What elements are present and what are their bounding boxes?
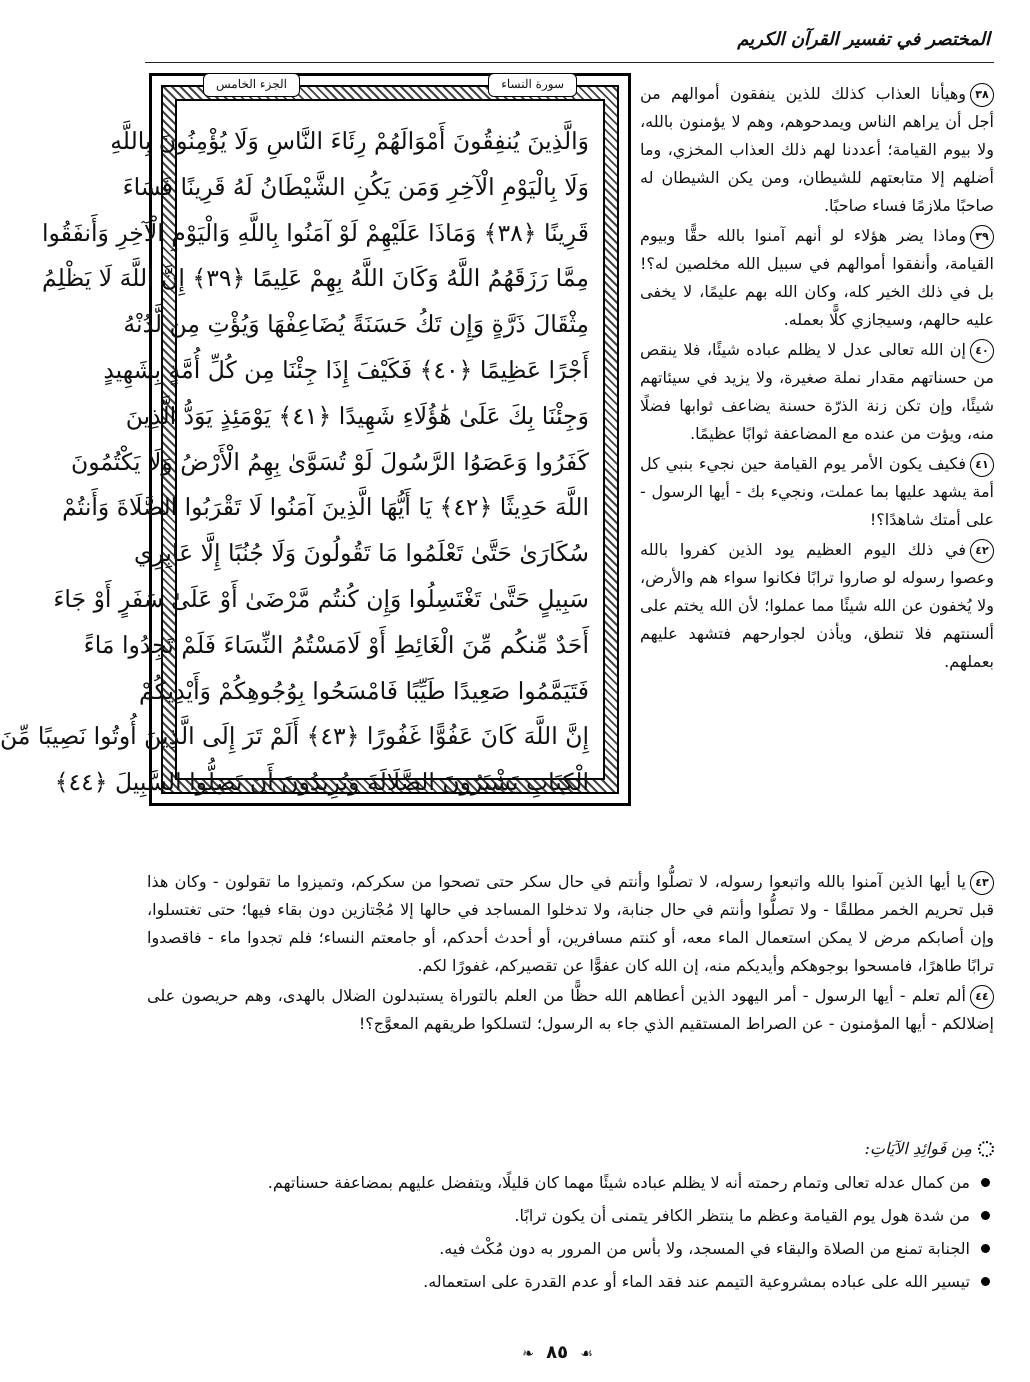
benefit-item: [147, 1235, 994, 1262]
quran-line: سَبِيلٍ حَتَّىٰ تَغْتَسِلُوا وَإِن كُنتُم مَّرْضَىٰ أَوْ عَلَىٰ سَفَرٍ أَوْ جَاءَ: [53, 584, 589, 613]
verse-number-badge: ٤٤: [970, 985, 994, 1009]
benefit-text: من شدة هول يوم القيامة وعظم ما ينتظر الكافر يتمنى أن يكون ترابًا.: [514, 1206, 970, 1225]
quran-line: مِثْقَالَ ذَرَّةٍ وَإِن تَكُ حَسَنَةً يُضَاعِفْهَا وَيُؤْتِ مِن لَّدُنْهُ: [123, 310, 589, 339]
tafsir-paragraph: [640, 450, 994, 534]
verse-number-badge: ٤٢: [970, 539, 994, 563]
mushaf-labels: [203, 73, 577, 97]
page-number-text: ٨٥: [546, 1342, 569, 1363]
bullet-icon: [981, 1277, 990, 1286]
tafsir-paragraph: [640, 336, 994, 448]
ornament-left-icon: ❧: [522, 1346, 534, 1362]
tafsir-text: وهيأنا العذاب كذلك للذين ينفقون أموالهم من أجل أن يراهم الناس ويمدحوهم، وهم لا يؤمنون بالله، ولا بيوم القيامة؛ أعددنا لهم ذلك العذاب المخزي، وما أضلهم إلا متابعتهم للشيطان، ومن يكن الشيطان له صاحبًا ملازمًا فساء صاحبًا.: [640, 84, 994, 215]
benefit-item: [147, 1169, 994, 1196]
header-rule: [145, 62, 994, 63]
bullet-icon: [981, 1211, 990, 1220]
tafsir-full-width: [147, 868, 994, 1040]
benefit-item: [147, 1202, 994, 1229]
quran-line: فَتَيَمَّمُوا صَعِيدًا طَيِّبًا فَامْسَحُوا بِوُجُوهِكُمْ وَأَيْدِيكُمْ: [139, 676, 589, 705]
tafsir-text: يا أيها الذين آمنوا بالله واتبعوا رسوله، لا تصلُّوا وأنتم في حال سكر حتى تصحوا من سكركم، وتميزوا ما تقولون - وكان هذا قبل تحريم الخمر مطلقًا - ولا تصلُّوا وأنتم في حال جنابة، ولا تدخلوا المساجد في حالها إلا مُجْتازين دون بقاء فيها؛ حتى تغتسلوا، وإن أصابكم مرض لا يمكن استعمال الماء معه، أو كنتم مسافرين، أو أحدث أحدكم، أو جامعتم النساء؛ فلم تجدوا ماء - فاقصدوا ترابًا طاهرًا، فامسحوا بوجوهكم وأيديكم منه، إن الله كان عفوًّا عن تقصيركم، غفورًا لكم.: [147, 872, 994, 975]
tafsir-paragraph: [640, 80, 994, 220]
quran-line: مِمَّا رَزَقَهُمُ اللَّهُ وَكَانَ اللَّهُ بِهِمْ عَلِيمًا ﴿٣٩﴾ إِنَّ اللَّهَ لَا يَظْلِمُ: [42, 264, 589, 293]
bullet-icon: [981, 1244, 990, 1253]
tafsir-text: في ذلك اليوم العظيم يود الذين كفروا بالله وعصوا رسوله لو صاروا ترابًا فكانوا سواء هم والأرض، ولا يُخفون عن الله شيئًا مما عملوا؛ لأن الله يختم على ألسنتهم فلا تنطق، ويأذن لجوارحهم فتشهد عليهم بعملهم.: [640, 540, 994, 671]
quran-line: وَلَا بِالْيَوْمِ الْآخِرِ وَمَن يَكُنِ الشَّيْطَانُ لَهُ قَرِينًا فَسَاءَ: [122, 172, 589, 201]
tafsir-column: [640, 80, 994, 678]
verse-number-badge: ٤٣: [970, 871, 994, 895]
benefit-text: تيسير الله على عباده بمشروعية التيمم عند فقد الماء أو عدم القدرة على استعماله.: [423, 1272, 970, 1291]
ornament-right-icon: ☙: [580, 1346, 593, 1362]
footer-rule: [147, 1335, 994, 1336]
verse-number-badge: ٤٠: [970, 339, 994, 363]
benefit-item: [147, 1268, 994, 1295]
tafsir-paragraph: [640, 222, 994, 334]
quran-line: اللَّهَ حَدِيثًا ﴿٤٢﴾ يَا أَيُّهَا الَّذِينَ آمَنُوا لَا تَقْرَبُوا الصَّلَاةَ وَأَنتُمْ: [62, 493, 589, 522]
quran-line: إِنَّ اللَّهَ كَانَ عَفُوًّا غَفُورًا ﴿٤٣﴾ أَلَمْ تَرَ إِلَى الَّذِينَ أُوتُوا نَصِيبًا مِّنَ: [0, 722, 589, 751]
page-number: [85, 1342, 1030, 1363]
verse-number-badge: ٤١: [970, 453, 994, 477]
tafsir-paragraph: [147, 982, 994, 1038]
verse-number-badge: ٣٨: [970, 83, 994, 107]
bullet-icon: [981, 1178, 990, 1187]
quran-line: أَجْرًا عَظِيمًا ﴿٤٠﴾ فَكَيْفَ إِذَا جِئْنَا مِن كُلِّ أُمَّةٍ بِشَهِيدٍ: [103, 355, 589, 384]
benefit-text: الجنابة تمنع من الصلاة والبقاء في المسجد، ولا بأس من المرور به دون مُكْث فيه.: [439, 1239, 970, 1258]
tafsir-text: إن الله تعالى عدل لا يظلم عباده شيئًا، فلا ينقص من حسناتهم مقدار نملة صغيرة، ولا يزيد في سيئاتهم شيئًا، وإن تكن زنة الذرّة حسنة يضاعف ثوابها فضلًا منه، ويؤت من عنده مع المضاعفة ثوابًا عظيمًا.: [640, 340, 994, 443]
mushaf-frame: [0, 73, 631, 806]
juz-label: الجزء الخامس: [203, 73, 300, 97]
mushaf-frame-ornament: [0, 77, 619, 797]
tafsir-paragraph: [640, 536, 994, 676]
quran-line: كَفَرُوا وَعَصَوُا الرَّسُولَ لَوْ تُسَوَّىٰ بِهِمُ الْأَرْضُ وَلَا يَكْتُمُونَ: [70, 447, 589, 476]
quran-line: وَجِئْنَا بِكَ عَلَىٰ هَٰؤُلَاءِ شَهِيدًا ﴿٤١﴾ يَوْمَئِذٍ يَوَدُّ الَّذِينَ: [125, 401, 589, 430]
quran-line: قَرِينًا ﴿٣٨﴾ وَمَاذَا عَلَيْهِمْ لَوْ آمَنُوا بِاللَّهِ وَالْيَوْمِ الْآخِرِ وَأَنفَقُوا: [42, 218, 589, 247]
benefits-heading: [147, 1135, 994, 1163]
tafsir-text: وماذا يضر هؤلاء لو أنهم آمنوا بالله حقًّا وبيوم القيامة، وأنفقوا أموالهم في سبيل الله مخلصين له؟! بل في ذلك الخير كله، وكان الله بهم عليمًا، لا يخفى عليه حالهم، وسيجازي كلًّا بعمله.: [640, 226, 994, 329]
book-title: المختصر في تفسير القرآن الكريم: [737, 29, 990, 50]
quran-line: أَحَدٌ مِّنكُم مِّنَ الْغَائِطِ أَوْ لَامَسْتُمُ النِّسَاءَ فَلَمْ تَجِدُوا مَاءً: [83, 630, 589, 659]
quran-line: وَالَّذِينَ يُنفِقُونَ أَمْوَالَهُمْ رِئَاءَ النَّاسِ وَلَا يُؤْمِنُونَ بِاللَّهِ: [110, 127, 589, 155]
sun-ornament-icon: [978, 1141, 994, 1157]
quran-line: الْكِتَابِ يَشْتَرُونَ الضَّلَالَةَ وَيُرِيدُونَ أَن تَضِلُّوا السَّبِيلَ ﴿٤٤﴾: [54, 768, 589, 797]
tafsir-text: فكيف يكون الأمر يوم القيامة حين نجيء بنبي كل أمة يشهد عليها بما عملت، ونجيء بك - أيها الرسول - على أمتك شاهدًا؟!: [640, 454, 994, 529]
tafsir-paragraph: [147, 868, 994, 980]
running-header: [690, 20, 990, 64]
quran-text-box: [0, 99, 605, 797]
benefits-section: [147, 1135, 994, 1295]
benefits-heading-text: مِن فَوائِدِ الآيَاتِ:: [864, 1139, 972, 1158]
quran-line: سُكَارَىٰ حَتَّىٰ تَعْلَمُوا مَا تَقُولُونَ وَلَا جُنُبًا إِلَّا عَابِرِي: [134, 539, 589, 568]
benefit-text: من كمال عدله تعالى وتمام رحمته أنه لا يظلم عباده شيئًا مهما كان قليلًا، ويتفضل عليهم بمضاعفة حسناتهم.: [267, 1173, 970, 1192]
tafsir-text: ألم تعلم - أيها الرسول - أمر اليهود الذين أعطاهم الله حظًّا من العلم بالتوراة يستبدلون الضلال بالهدى، وهم حريصون على إضلالكم - أيها المؤمنون - عن الصراط المستقيم الذي جاء به الرسول؛ لتسلكوا طريقهم المعوَّج؟!: [147, 986, 994, 1033]
surah-label: سورة النساء: [488, 73, 577, 97]
verse-number-badge: ٣٩: [970, 225, 994, 249]
